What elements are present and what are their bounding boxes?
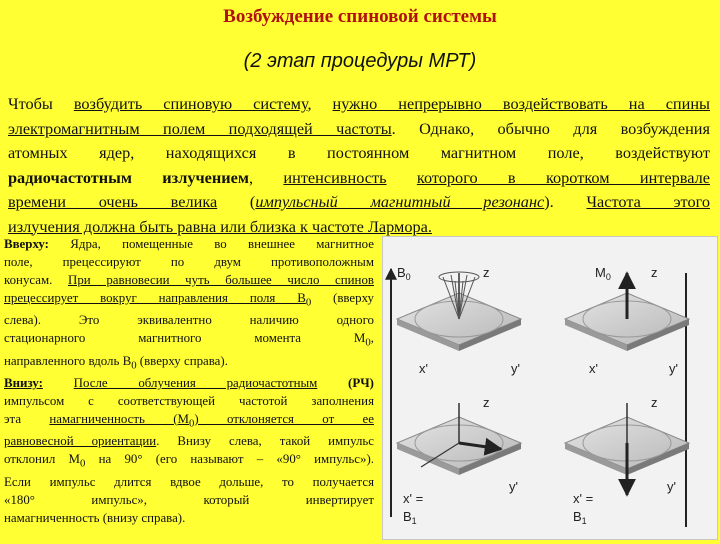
spin-diagram bbox=[383, 237, 717, 539]
intro-link: электромагнитным полем подходящей частоты bbox=[8, 118, 392, 138]
label-x-tr: x' bbox=[589, 361, 598, 376]
intro-line: атомных ядер, находящихся в постоянном магнитном поле, воздействуют bbox=[8, 143, 710, 162]
text-line: эта намагниченность $(M_0)$ отклоняется от ее bbox=[4, 411, 374, 430]
text-line: поле, прецессируют по двум противоположным bbox=[4, 254, 374, 269]
label-x-tl: x' bbox=[419, 361, 428, 376]
plate-top-right bbox=[565, 273, 689, 351]
spin-diagram-panel bbox=[382, 236, 718, 540]
text-line: стационарного магнитного момента $M_0$, bbox=[4, 331, 374, 349]
text-line: Вверху: Ядра, помещенные во внешнее магнитное bbox=[4, 237, 374, 251]
text-line: «180° импульс», который инвертирует bbox=[4, 492, 374, 507]
label-b1-br: $B_1$ bbox=[573, 509, 587, 526]
label-y-tl: y' bbox=[511, 361, 520, 376]
text-line: импульсом с соответствующей частотой заполнения bbox=[4, 393, 374, 408]
intro-line: Чтобы возбудить спиновую систему, нужно непрерывно воздействовать на спины bbox=[8, 94, 711, 113]
intro-line: радиочастотным излучением, интенсивность которого в коротком интервале bbox=[8, 167, 710, 187]
text-line: Если импульс длится вдвое дольше, то получается bbox=[4, 474, 374, 489]
text-line: намагниченность (внизу справа). bbox=[4, 510, 186, 525]
intro-link: возбудить спиновую систему bbox=[73, 94, 308, 113]
text-line: прецессирует вокруг направления поля $B_0$ (вверху bbox=[4, 290, 374, 309]
label-b1-bl: $B_1$ bbox=[403, 509, 417, 526]
label-y-tr: y' bbox=[669, 361, 678, 376]
plate-bottom-left bbox=[397, 403, 521, 475]
intro-line: электромагнитным полем подходящей частоты. Однако, обычно для возбуждения bbox=[8, 118, 710, 138]
plate-top-left bbox=[397, 272, 521, 351]
label-z-br: z bbox=[651, 395, 658, 410]
label-x-br: x' = bbox=[573, 491, 594, 506]
label-z-tr: z bbox=[651, 265, 658, 280]
label-x-bl: x' = bbox=[403, 491, 424, 506]
label-z-tl: z bbox=[483, 265, 490, 280]
bottom-label: Внизу: bbox=[4, 376, 43, 391]
label-b0: $B_0$ bbox=[397, 265, 411, 282]
intro-paragraph bbox=[8, 92, 710, 239]
page-title: Возбуждение спиновой системы bbox=[223, 6, 497, 27]
page-subtitle: (2 этап процедуры МРТ) bbox=[243, 50, 477, 72]
top-label: Вверху: bbox=[4, 237, 49, 251]
text-line: Внизу: После облучения радиочастотным (РЧ) bbox=[4, 376, 374, 391]
intro-line: излучения должна быть равна или близка к частоте Лармора. bbox=[8, 216, 432, 236]
text-line: равновесной ориентации. Внизу слева, такой импульс bbox=[4, 434, 374, 449]
label-y-bl: y' bbox=[509, 479, 518, 494]
label-z-bl: z bbox=[483, 395, 490, 410]
intro-line: времени очень велика (импульсный магнитный резонанс). Частота этого bbox=[8, 192, 711, 211]
text-line: слева). Это эквивалентно наличию одного bbox=[4, 313, 374, 328]
label-m0: $M_0$ bbox=[595, 265, 611, 282]
explanation-text bbox=[4, 236, 374, 527]
label-y-br: y' bbox=[667, 479, 676, 494]
text-line: конусам. При равновесии чуть большее число спинов bbox=[4, 272, 374, 287]
intro-link: нужно непрерывно воздействовать на спины bbox=[332, 94, 711, 113]
text-line: направленного вдоль $B_0$ (вверху справа). bbox=[4, 353, 228, 372]
text-line: отклонил $M_0$ на 90° (его называют – «90° импульс»). bbox=[4, 452, 374, 470]
